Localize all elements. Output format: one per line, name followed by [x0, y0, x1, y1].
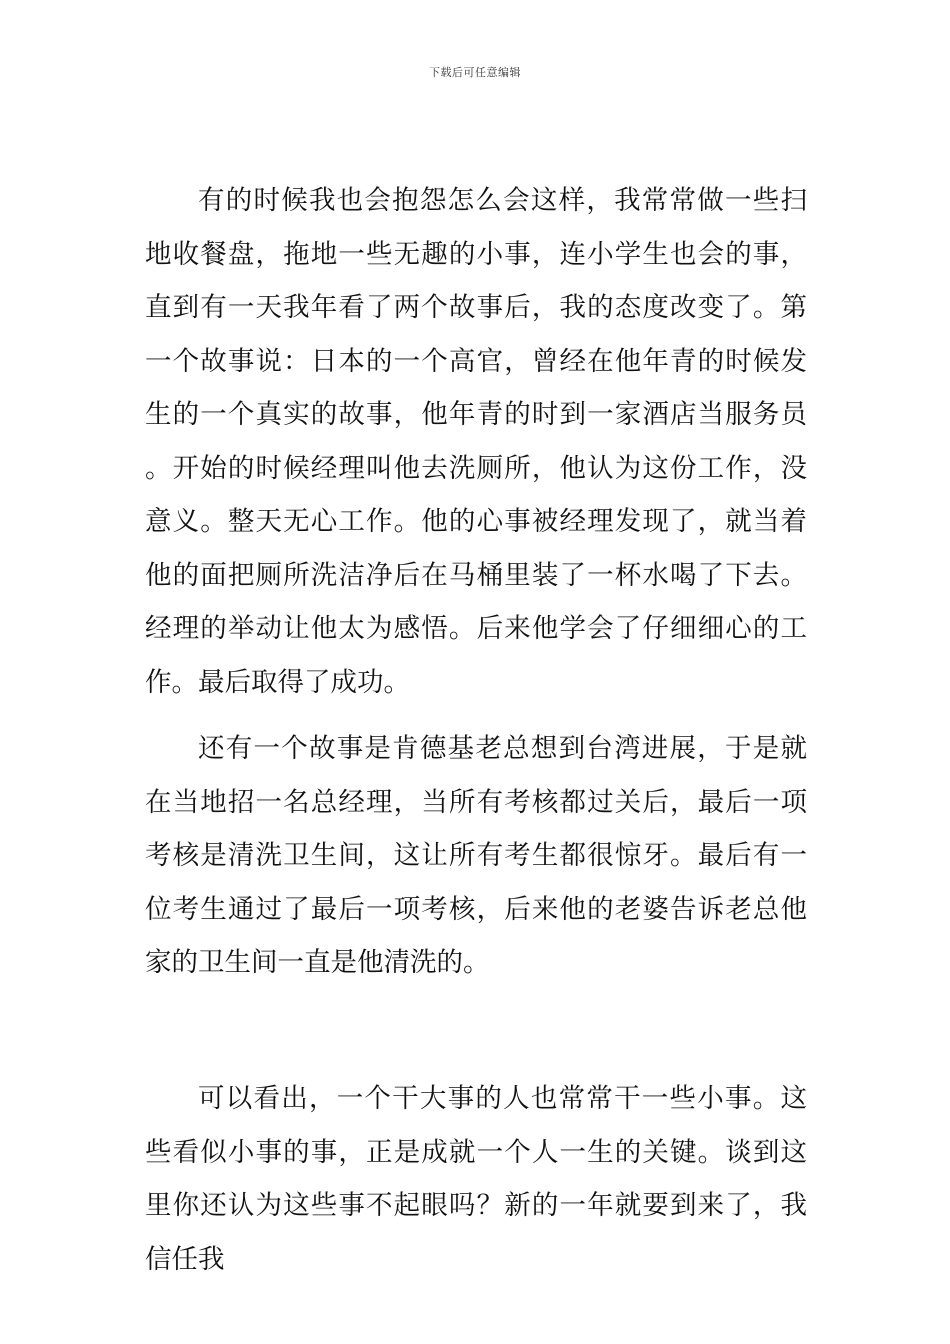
- paragraph-3: [145, 1072, 807, 1286]
- paragraph-text: 还有一个故事是肯德基老总想到台湾进展，于是就在当地招一名总经理，当所有考核都过关后，最后一项考核是清洗卫生间，这让所有考生都很惊牙。最后有一位考生通过了最后一项考核，后来他的老婆告诉老总他家的卫生间一直是他清洗的。: [145, 733, 807, 978]
- page-header: 下载后可任意编辑: [429, 66, 521, 79]
- paragraph-text: 有的时候我也会抱怨怎么会这样，我常常做一些扫地收餐盘，拖地一些无趣的小事，连小学生也会的事，直到有一天我年看了两个故事后，我的态度改变了。第一个故事说：日本的一个高官，曾经在他年青的时候发生的一个真实的故事，他年青的时到一家酒店当服务员。开始的时候经理叫他去洗厕所，他认为这份工作，没意义。整天无心工作。他的心事被经理发现了，就当着他的面把厕所洗洁净后在马桶里装了一杯水喝了下去。经理的举动让他太为感悟。后来他学会了仔细细心的工作。最后取得了成功。: [145, 185, 807, 698]
- paragraph-text: 可以看出，一个干大事的人也常常干一些小事。这些看似小事的事，正是成就一个人一生的关键。谈到这里你还认为这些事不起眼吗？新的一年就要到来了，我信任我: [145, 1083, 807, 1275]
- paragraph-2: [145, 722, 807, 990]
- paragraph-1: [145, 174, 807, 709]
